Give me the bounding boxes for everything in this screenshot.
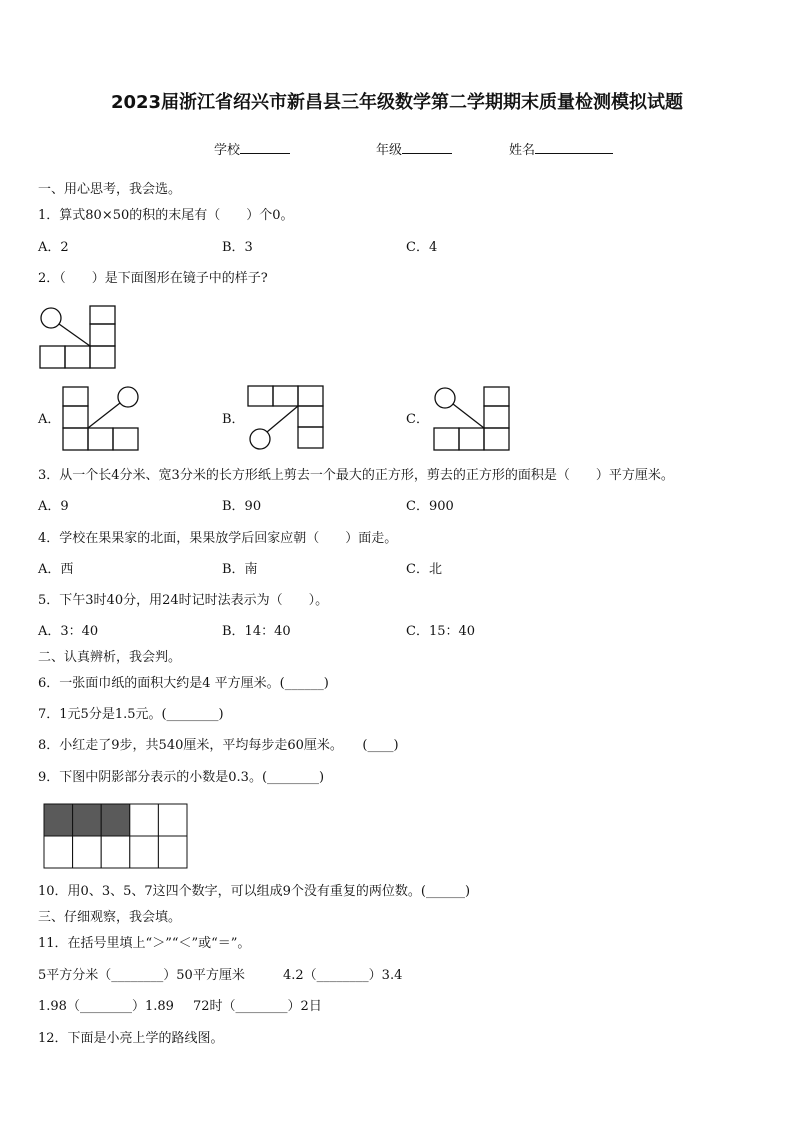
q4-option-b: B．南	[222, 562, 258, 577]
q2-stem: 2．（ ）是下面图形在镜子中的样子?	[38, 271, 268, 286]
school-blank	[240, 141, 290, 154]
q1-stem: 1．算式80×50的积的末尾有（ ）个0。	[38, 208, 294, 223]
grid-cell	[101, 836, 130, 868]
q1-option-a: A．2	[38, 240, 69, 255]
q5-option-a: A．3：40	[38, 624, 99, 639]
q2-option-c-figure	[431, 384, 513, 452]
grid-cell	[158, 836, 187, 868]
school-field	[214, 141, 290, 159]
grid-cell-shaded	[73, 804, 102, 836]
q12-stem: 12．下面是小亮上学的路线图。	[38, 1031, 224, 1046]
q9-stem: 9．下图中阴影部分表示的小数是0.3。(________)	[38, 770, 325, 785]
grade-blank	[402, 141, 452, 154]
q3-option-a: A．9	[38, 499, 69, 514]
q2-option-b-figure	[246, 384, 328, 452]
q3-option-c: C．900	[406, 499, 454, 514]
grid-cell	[130, 804, 159, 836]
q2-option-a-figure	[61, 384, 143, 452]
grid-cell-shaded	[101, 804, 130, 836]
section-2-heading: 二、认真辨析，我会判。	[38, 650, 182, 665]
q2-option-c-label: C．	[406, 412, 429, 427]
grade-label: 年级	[376, 143, 403, 158]
q2-option-b-label: B．	[222, 412, 245, 427]
q3-stem: 3．从一个长4分米、宽3分米的长方形纸上剪去一个最大的正方形，剪去的正方形的面积是（ ）平方厘米。	[38, 468, 674, 483]
q1-option-b: B．3	[222, 240, 253, 255]
q3-option-b: B．90	[222, 499, 262, 514]
q9-shaded-grid	[43, 803, 189, 869]
q4-option-c: C．北	[406, 562, 442, 577]
q1-option-c: C．4	[406, 240, 438, 255]
grid-cell	[44, 836, 73, 868]
q5-stem: 5．下午3时40分，用24时记时法表示为（ ）。	[38, 593, 329, 608]
q11-stem: 11．在括号里填上“＞”“＜”或“＝”。	[38, 936, 251, 951]
name-field	[509, 141, 613, 159]
q11-compare-4: 72时（________）2日	[193, 999, 322, 1014]
q8-stem: 8．小红走了9步，共540厘米，平均每步走60厘米。 (____)	[38, 738, 399, 753]
q5-option-c: C．15：40	[406, 624, 476, 639]
school-label: 学校	[214, 143, 241, 158]
grade-field	[376, 141, 452, 159]
q2-option-a-label: A．	[38, 412, 61, 427]
q5-option-b: B．14：40	[222, 624, 291, 639]
q2-original-figure	[38, 304, 118, 370]
section-1-heading: 一、用心思考，我会选。	[38, 182, 182, 197]
grid-cell	[158, 804, 187, 836]
q11-compare-2: 4.2（________）3.4	[283, 968, 403, 983]
grid-cell-shaded	[44, 804, 73, 836]
q11-compare-3: 1.98（________）1.89	[38, 999, 174, 1014]
page-title: 2023届浙江省绍兴市新昌县三年级数学第二学期期末质量检测模拟试题	[110, 92, 684, 113]
q4-stem: 4．学校在果果家的北面，果果放学后回家应朝（ ）面走。	[38, 531, 398, 546]
q6-stem: 6．一张面巾纸的面积大约是4 平方厘米。(______)	[38, 676, 329, 691]
q7-stem: 7．1元5分是1.5元。(________)	[38, 707, 224, 722]
q11-compare-1: 5平方分米（________）50平方厘米	[38, 968, 245, 983]
grid-cell	[130, 836, 159, 868]
name-blank	[535, 141, 613, 154]
name-label: 姓名	[509, 143, 536, 158]
section-3-heading: 三、仔细观察，我会填。	[38, 910, 182, 925]
q4-option-a: A．西	[38, 562, 74, 577]
q10-stem: 10．用0、3、5、7这四个数字，可以组成9个没有重复的两位数。(______)	[38, 884, 471, 899]
grid-cell	[73, 836, 102, 868]
